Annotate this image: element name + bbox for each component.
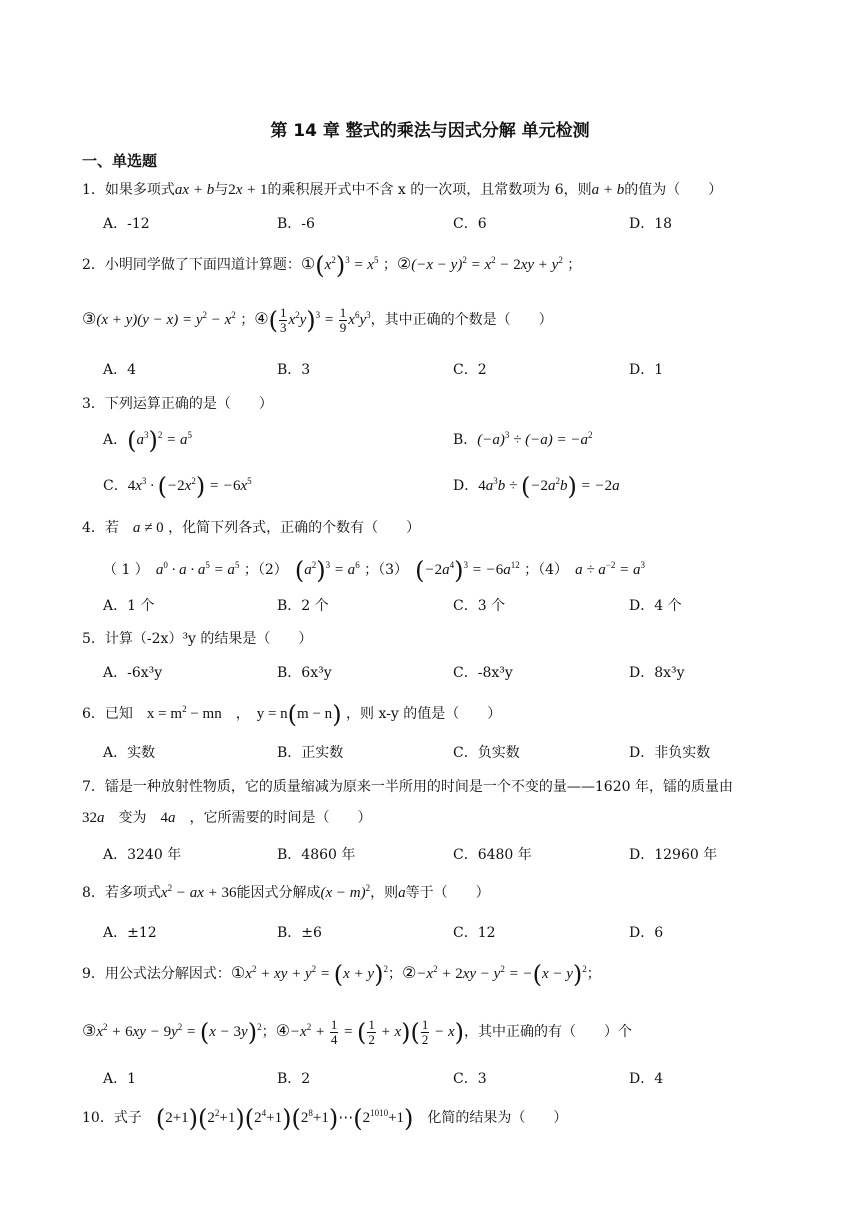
q6-option-b: B．正实数 [277,745,344,761]
q1-option-a: A．-12 [103,216,150,232]
q2-option-a: A．4 [103,362,137,378]
question-8: 8．若多项式$x^2$ − ax + 36能因式分解成$(x - m)^2$，则a等于（ ） [82,883,490,901]
q8-option-a: A．±12 [103,925,157,941]
circled-3-icon: ③ [82,1020,97,1040]
circled-2-icon: ② [401,963,417,982]
q5-option-c: C．-8x³y [453,665,513,681]
question-9: 9．用公式法分解因式：$①x^2$ + xy + $y^2 = (x + y)^2$；$②-x^2 + 2xy - y^2 = -(x - y)^2$； [82,960,601,989]
question-7: 7．镭是一种放射性物质，它的质量缩减为原来一半所用的时间是一个不变的量——1620 年，镭的质量由 [82,779,733,795]
question-10: 10．式子 $(2+1)(2^2+1)(2^4+1)(2^8+1)\cdots(2^{1010}+1)$ 化简的结果为（ ） [82,1104,568,1133]
q7-option-b: B．4860 年 [277,847,356,863]
q4-option-b: B．2 个 [277,598,329,614]
circled-4-icon: ④ [275,1020,290,1040]
q7-option-d: D．12960 年 [629,847,718,863]
q6-option-d: D．非负实数 [629,745,711,761]
q5-option-d: D．8x³y [629,665,685,681]
question-2-cont: ③(x + $y)(y - x) = y^2 - x^2$ ；④( $\frac{1}{3}$ $x^2y)^3$ = $\frac{1}{9}$ $x^6y^3$，其中正确的个数是（ ） [82,305,553,335]
q8-option-d: D．6 [629,925,664,941]
question-1: 1．如果多项式ax + b与2x + 1的乘积展开式中不含 x 的一次项，且常数项为 6，则a + b的值为（ ） [82,182,723,198]
question-2: 2．小明同学做了下面四道计算题：$①(x^2)^3 = x^5$ ；②(−x − $y)^2 = x^2 - 2xy + y^2$ ； [82,251,582,280]
q5-option-b: B．6x³y [277,665,332,681]
formula: $(-x - y)^2 = x^2 - 2xy + y^2$ [411,255,563,273]
circled-1-icon: ① [300,254,316,273]
question-6: 6．已知 $x = m^2$ − mn ， y = n(m − n) ，则 x-y 的值是（ ） [82,700,502,729]
question-9-cont: $③x^2 + 6xy - 9y^2 = (x - 3y)^2$；$④-x^2$ + $\frac{1}{4}$ = ( $\frac{1}{2}$ + x)( $\frac{1}{2}$ − x)，其中正确的有（ ）个 [82,1017,633,1047]
q7-option-a: A．3240 年 [103,847,182,863]
formula: $(x^2)^3 = x^5$ [315,251,379,280]
circled-1-icon: ① [230,963,246,982]
circled-4-icon: ④ [254,308,269,328]
q8-option-c: C．12 [453,925,496,941]
question-4: 4．若 a ≠ 0 ，化简下列各式，正确的个数有（ ） [82,520,421,536]
circled-2-icon: ② [396,254,412,273]
q2-option-d: D．1 [629,362,664,378]
page-title: 第 14 章 整式的乘法与因式分解 单元检测 [270,121,590,141]
q2-option-c: C．2 [453,362,487,378]
question-3: 3．下列运算正确的是（ ） [82,396,273,412]
q7-option-c: C．6480 年 [453,847,532,863]
formula: a + b [591,182,625,198]
q4-option-a: A．1 个 [103,598,155,614]
q1-option-c: C．6 [453,216,487,232]
q3-option-b: B．$(-a)^3 \div (-a) = -a^2$ [453,430,593,448]
question-7-cont: 32a 变为 4a ，它所需要的时间是（ ） [82,810,372,826]
q6-option-c: C．负实数 [453,745,520,761]
q9-option-d: D．4 [629,1071,664,1087]
q5-option-a: A．-6x³y [103,665,163,681]
circled-3-icon: ③ [82,308,97,328]
q4-option-c: C．3 个 [453,598,506,614]
q3-option-c: C．$4x^3 \cdot (-2x^2) = -6x^5$ [103,472,252,501]
q9-option-a: A．1 [103,1071,137,1087]
q6-option-a: A．实数 [103,745,156,761]
q2-option-b: B．3 [277,362,311,378]
formula: ax + b [174,182,215,198]
formula: $(x + y)(y - x) = y^2 - x^2$ [96,309,236,328]
q9-option-c: C．3 [453,1071,487,1087]
question-4-items: （ 1 ） $a^0 \cdot a \cdot a^5 = a^5$ ；（2） $(a^2)^3 = a^6$ ；（3） $(-2a^4)^3 = -6a^{12}$ ；（4） $a \div a^{-2} = a^3$ [103,556,645,585]
q8-option-b: B．±6 [277,925,322,941]
q3-option-d: D．$4a^3b \div (-2a^2b) = -2a$ [453,472,620,501]
formula: 2x + 1 [228,182,268,198]
q3-option-a: A．$(a^3)^2 = a^5$ [103,426,192,455]
formula: ( $\frac{1}{3}$ $x^2y)^3$ = $\frac{1}{9}$ $x^6y^3$ [268,305,371,335]
question-5: 5．计算（-2x）³y 的结果是（ ） [82,631,313,647]
q1-option-d: D．18 [629,216,673,232]
section-heading: 一、单选题 [82,152,158,170]
q9-option-b: B．2 [277,1071,311,1087]
q1-option-b: B．-6 [277,216,315,232]
q4-option-d: D．4 个 [629,598,682,614]
